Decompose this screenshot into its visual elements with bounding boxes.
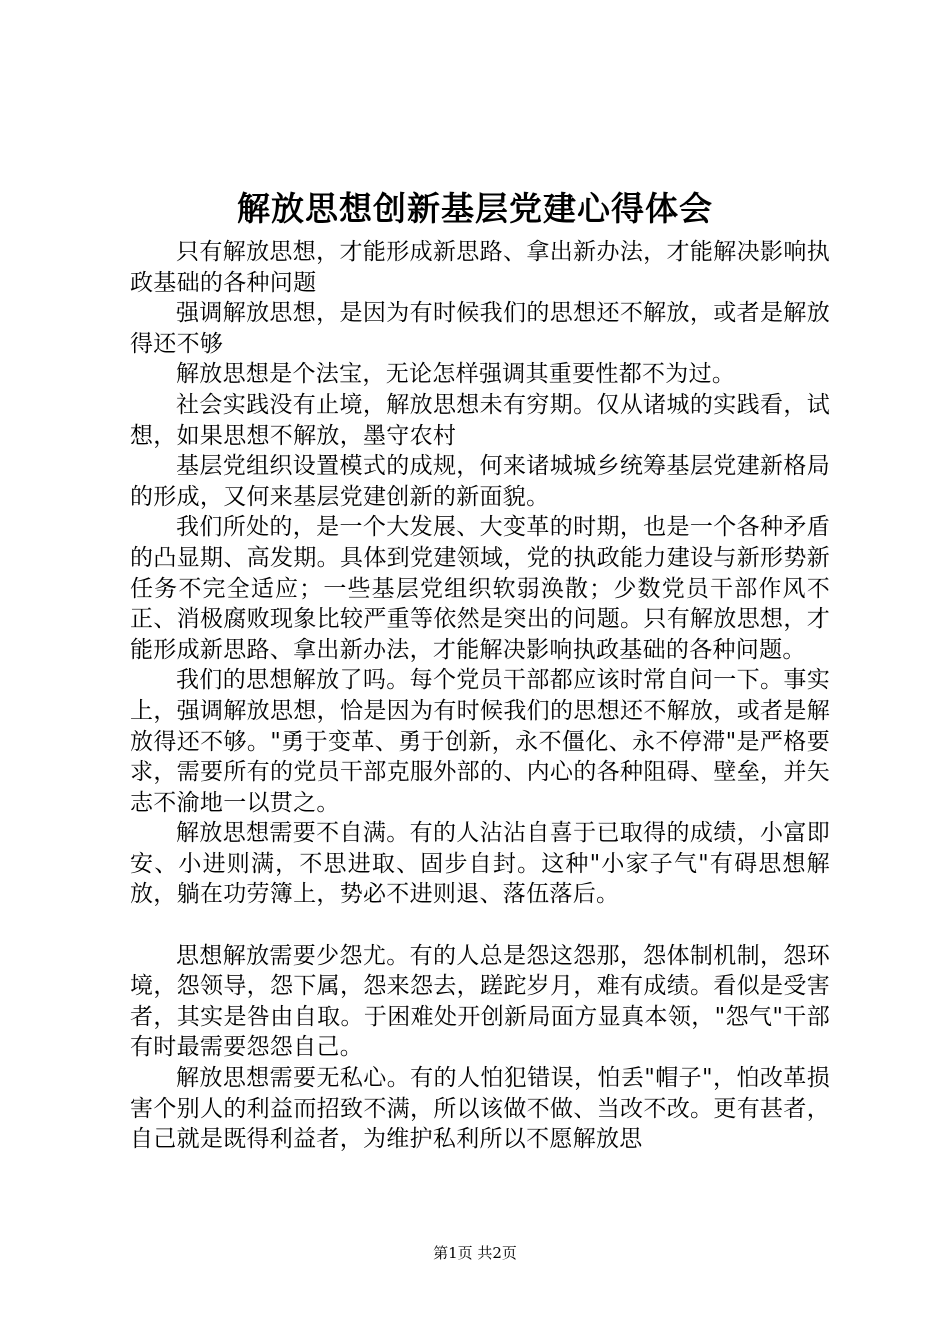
paragraph-8: 解放思想需要不自满。有的人沾沾自喜于已取得的成绩，小富即安、小进则满，不思进取、固步自封。这种"小家子气"有碍思想解放，躺在功劳簿上，势必不进则退、落伍落后。: [130, 820, 830, 908]
document-title: 解放思想创新基层党建心得体会: [237, 189, 713, 228]
document-body: [130, 237, 830, 1155]
paragraph-3: 解放思想是个法宝，无论怎样强调其重要性都不为过。: [176, 361, 736, 388]
paragraph-10: 解放思想需要无私心。有的人怕犯错误，怕丢"帽子"，怕改革损害个别人的利益而招致不满，所以该做不做、当改不改。更有甚者，自己就是既得利益者，为维护私利所以不愿解放思: [130, 1065, 830, 1153]
blank-line: [130, 910, 830, 941]
paragraph-9: 思想解放需要少怨尤。有的人总是怨这怨那，怨体制机制，怨环境，怨领导，怨下属，怨来怨去，蹉跎岁月，难有成绩。看似是受害者，其实是咎由自取。于困难处开创新局面方显真本领，"怨气"干部有时最需要怨怨自己。: [130, 942, 830, 1061]
paragraph-6: 我们所处的，是一个大发展、大变革的时期，也是一个各种矛盾的凸显期、高发期。具体到党建领域，党的执政能力建设与新形势新任务不完全适应；一些基层党组织软弱涣散；少数党员干部作风不正、消极腐败现象比较严重等依然是突出的问题。只有解放思想，才能形成新思路、拿出新办法，才能解决影响执政基础的各种问题。: [130, 514, 830, 663]
paragraph-4: 社会实践没有止境，解放思想未有穷期。仅从诸城的实践看，试想，如果思想不解放，墨守农村: [130, 391, 830, 449]
paragraph-7: 我们的思想解放了吗。每个党员干部都应该时常自问一下。事实上，强调解放思想，恰是因为有时候我们的思想还不解放，或者是解放得还不够。"勇于变革、勇于创新，永不僵化、永不停滞"是严格要求，需要所有的党员干部克服外部的、内心的各种阻碍、壁垒，并矢志不渝地一以贯之。: [130, 667, 830, 816]
paragraph-2: 强调解放思想，是因为有时候我们的思想还不解放，或者是解放得还不够: [130, 300, 830, 357]
paragraph-1: 只有解放思想，才能形成新思路、拿出新办法，才能解决影响执政基础的各种问题: [130, 239, 830, 296]
page-number-footer: 第1页 共2页: [433, 1244, 517, 1262]
paragraph-5: 基层党组织设置模式的成规，何来诸城城乡统筹基层党建新格局的形成，又何来基层党建创新的新面貌。: [130, 453, 830, 510]
